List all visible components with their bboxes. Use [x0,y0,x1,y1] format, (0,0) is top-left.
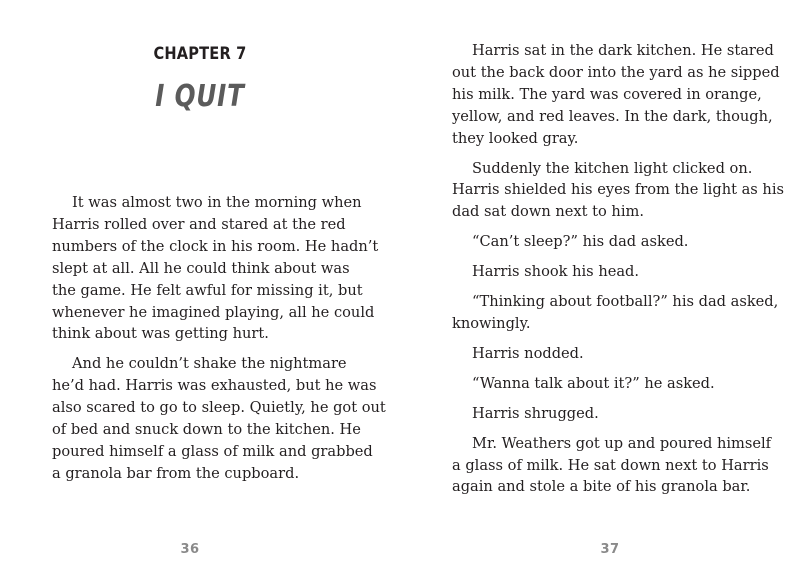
paragraph [452,40,780,150]
text-line: “Can’t sleep?” his dad asked. [472,233,689,251]
text-line: It was almost two in the morning when [72,194,362,211]
text-line: yellow, and red leaves. In the dark, though, [452,107,773,125]
text-line: slept at all. All he could think about was [52,259,350,277]
text-line: poured himself a glass of milk and grabbed [52,442,373,460]
text-line: the game. He felt awful for missing it, but [52,281,363,299]
text-line: “Thinking about football?” his dad asked, [472,293,779,311]
text-line: numbers of the clock in his room. He hadn’t [52,237,379,255]
paragraph [52,192,379,345]
text-line: they looked gray. [452,129,579,147]
text-line: And he couldn’t shake the nightmare [72,355,347,373]
text-line: knowingly. [452,314,531,332]
right-body-text [452,40,784,506]
text-line: think about was getting hurt. [52,325,269,343]
left-body-text [52,192,386,493]
text-line: he’d had. Harris was exhausted, but he was [52,377,377,395]
text-line: whenever he imagined playing, all he could [52,303,375,321]
text-line: Harris shrugged. [472,404,599,422]
paragraph [452,343,752,365]
text-line: his milk. The yard was covered in orange, [452,85,762,103]
text-line: a glass of milk. He sat down next to Harris [452,456,769,474]
paragraph [452,433,772,499]
text-line: Harris shook his head. [472,263,640,281]
chapter-title: I QUIT [155,79,245,114]
text-line: dad sat down next to him. [452,203,644,221]
chapter-label: CHAPTER 7 [153,44,247,64]
text-line: Harris nodded. [472,344,584,362]
text-line: Harris shielded his eyes from the light as his [452,181,784,199]
paragraph [452,373,752,395]
right-page [400,0,800,571]
text-line: Mr. Weathers got up and poured himself [472,434,772,452]
text-line: Suddenly the kitchen light clicked on. [472,159,753,177]
paragraph [452,291,779,335]
text-line: “Wanna talk about it?” he asked. [472,374,715,392]
paragraph [52,353,386,484]
paragraph [452,403,752,425]
paragraph [452,261,752,283]
paragraph [452,158,784,224]
page-number: 37 [600,542,620,557]
page-number: 36 [180,542,200,557]
text-line: Harris sat in the dark kitchen. He stared [472,42,774,59]
text-line: also scared to go to sleep. Quietly, he got out [52,399,386,417]
text-line: Harris rolled over and stared at the red [52,215,346,233]
text-line: again and stole a bite of his granola bar. [452,478,751,496]
paragraph [452,231,752,253]
text-line: of bed and snuck down to the kitchen. He [52,421,361,439]
text-line: a granola bar from the cupboard. [52,464,300,482]
text-line: out the back door into the yard as he sipped [452,63,780,81]
